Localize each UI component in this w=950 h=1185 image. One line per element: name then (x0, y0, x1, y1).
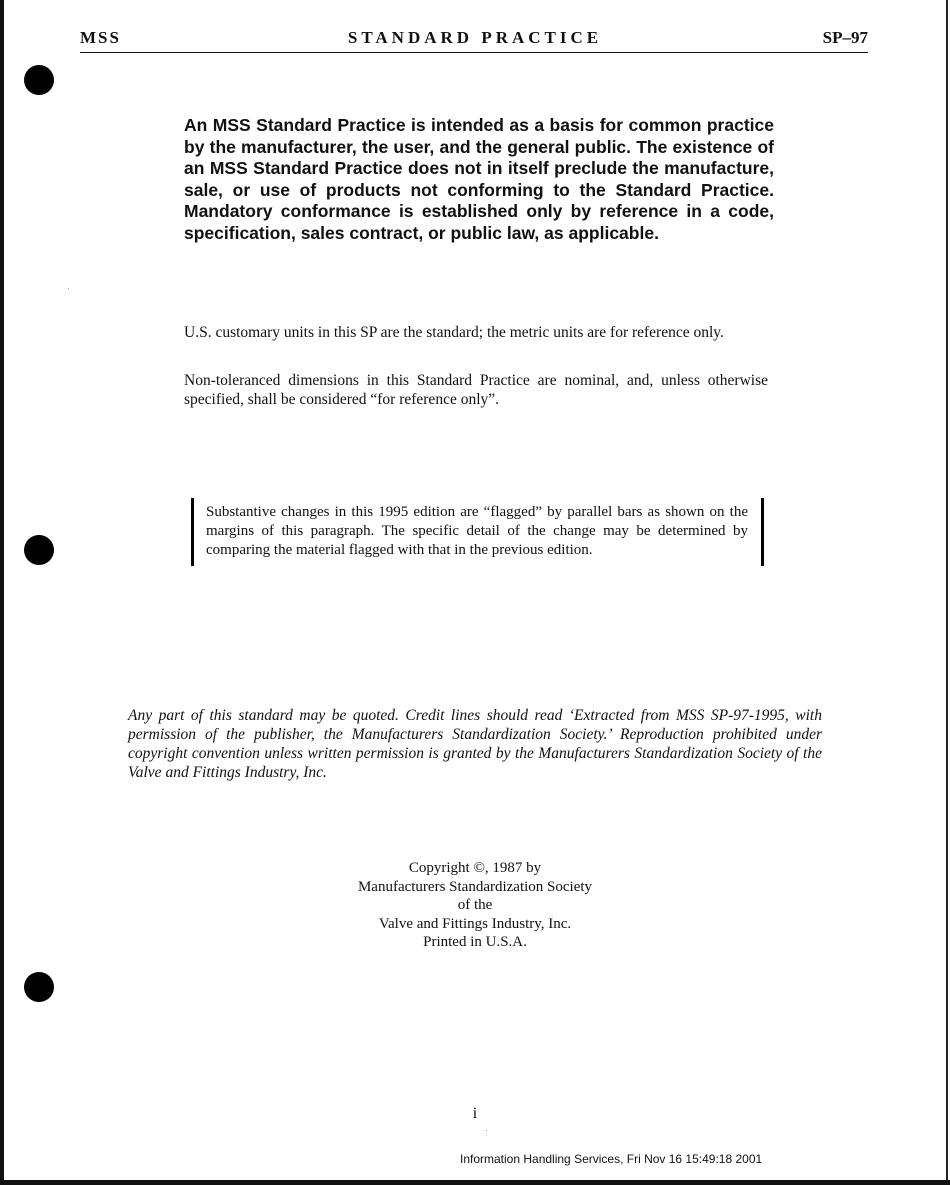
changes-note: Substantive changes in this 1995 edition are “flagged” by parallel bars as shown on the margins of this paragraph. The specific detail of the change may be determined by comparing the material flagged with that in the previous edition. (206, 504, 748, 558)
punch-hole-middle (24, 535, 54, 565)
punch-hole-bottom (24, 972, 54, 1002)
change-flag-bar-right (761, 498, 764, 566)
units-note: U.S. customary units in this SP are the standard; the metric units are for reference only. (184, 324, 724, 341)
copyright-line: Copyright ©, 1987 by (408, 860, 542, 876)
scan-speck (486, 1130, 487, 1131)
punch-hole-top (24, 65, 54, 95)
page-bottom-edge (0, 1180, 950, 1185)
page-right-edge (946, 0, 948, 1185)
footer-stamp: Information Handling Services, Fri Nov 16 15:49:18 2001 (460, 1152, 763, 1166)
header-left: MSS (80, 28, 121, 47)
page-left-edge (0, 0, 4, 1185)
standard-practice-notice: An MSS Standard Practice is intended as a basis for common practice by the manufacturer, the user, and the general public. The existence of an MSS Standard Practice does not in itself preclude the manufacture, sale, or use of products not conforming to the Standard Practice. Mandatory conformance is established only by reference in a code, specification, sales contract, or public law, as applicable. (184, 115, 774, 243)
copyright-of-the: of the (457, 897, 493, 913)
copyright-industry: Valve and Fittings Industry, Inc. (378, 915, 572, 932)
change-flag-bar-left (191, 498, 194, 566)
scan-speck (68, 288, 69, 289)
copyright-block (325, 859, 625, 952)
credit-note: Any part of this standard may be quoted. Credit lines should read ‘Extracted from MSS SP-97-1995, with permission of the publisher, the Manufacturers Standardization Society.’ Reproduction prohibited under copyright convention unless written permission is granted by the Manufacturers Standardization Society of the Valve and Fittings Industry, Inc. (128, 707, 822, 781)
copyright-printed: Printed in U.S.A. (423, 934, 527, 950)
page-number: i (472, 1105, 478, 1122)
copyright-publisher: Manufacturers Standardization Society (357, 878, 593, 895)
header-rule (80, 52, 868, 53)
dimensions-note: Non-toleranced dimensions in this Standard Practice are nominal, and, unless otherwise specified, shall be considered “for reference only”. (184, 372, 768, 408)
header-title: STANDARD PRACTICE (347, 28, 603, 47)
header-doc-id: SP–97 (822, 28, 868, 47)
